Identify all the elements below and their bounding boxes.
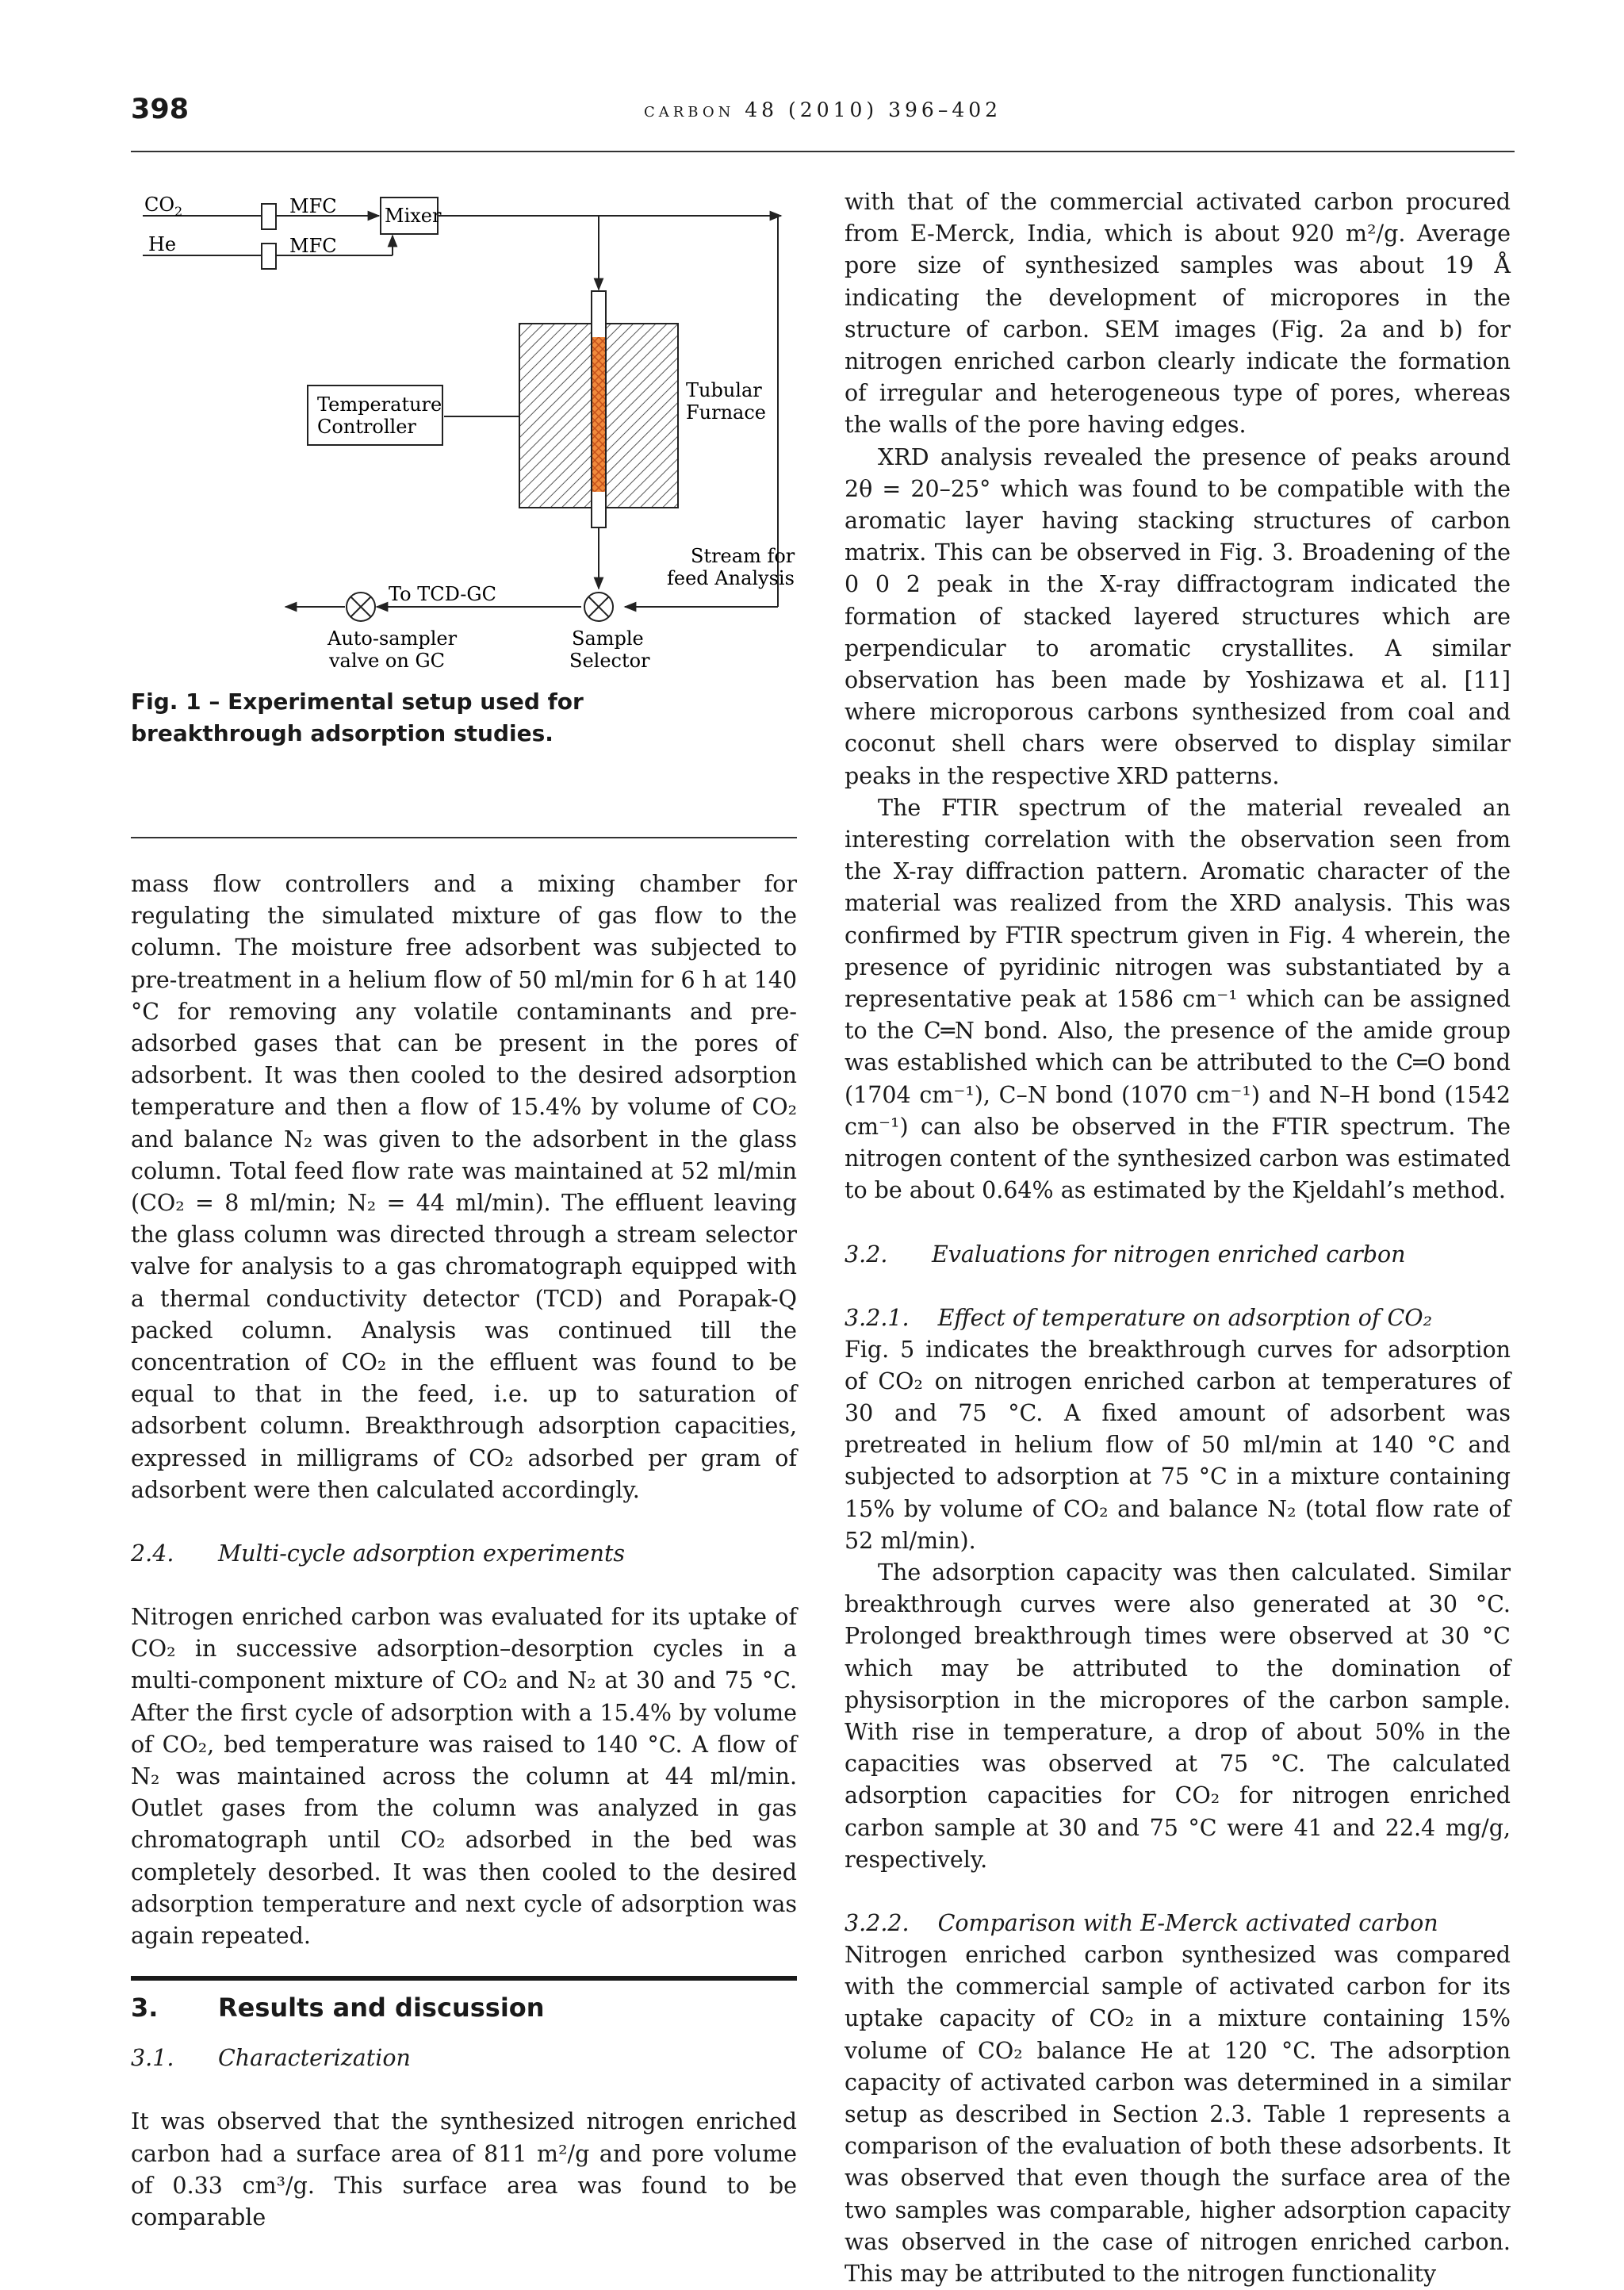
section-3-2-1-number: 3.2.1. <box>845 1304 910 1331</box>
figure-1 <box>131 186 797 838</box>
journal-running-head: carbon 48 (2010) 396–402 <box>643 98 1002 121</box>
selector-label-2: Selector <box>569 650 650 672</box>
he-label: He <box>148 233 177 255</box>
mfc-co2-box <box>262 204 276 229</box>
section-3-2-2-heading <box>845 1908 1511 1939</box>
section-3-1-number: 3.1. <box>131 2045 174 2072</box>
auto-sampler-valve <box>347 593 375 621</box>
to-tcd-label: To TCD-GC <box>389 583 496 605</box>
temperature-controller-label-2: Controller <box>317 416 416 438</box>
stream-label-1: Stream for <box>691 545 795 567</box>
mfc-co2-label: MFC <box>289 195 337 217</box>
section-3-2-1-title: Effect of temperature on adsorption of CO₂ <box>937 1304 1433 1331</box>
section-3-title: Results and discussion <box>218 1993 545 2023</box>
mixer-label: Mixer <box>385 205 442 227</box>
page-number: 398 <box>131 94 190 125</box>
right-paragraph-3: The FTIR spectrum of the material revealed an interesting correlation with the observation seen from the X-ray diffraction pattern. Aromatic character of the material was realized from the XRD analysis. This was confirmed by FTIR spectrum given in Fig. 4 wherein, the presence of pyridinic nitrogen was substantiated by a representative peak at 1586 cm⁻¹ which can be assigned to the C═N bond. Also, the presence of the amide group was established which can be attributed to the C═O bond (1704 cm⁻¹), C–N bond (1070 cm⁻¹) and N–H bond (1542 cm⁻¹) can also be observed in the FTIR spectrum. The nitrogen content of the synthesized carbon was estimated to be about 0.64% as estimated by the Kjeldahl’s method. <box>845 794 1511 1204</box>
experimental-setup-diagram <box>131 186 797 678</box>
left-paragraph-3: It was observed that the synthesized nitrogen enriched carbon had a surface area of 811 m²/g and pore volume of 0.33 cm³/g. This surface area was found to be comparable <box>131 2108 797 2231</box>
selector-label-1: Sample <box>572 627 644 650</box>
section-3-1-heading <box>131 2043 797 2074</box>
section-3-heading <box>131 1976 797 2023</box>
section-3-number: 3. <box>131 1993 159 2023</box>
section-3-1-title: Characterization <box>218 2045 411 2072</box>
right-column <box>845 186 1511 2290</box>
section-2-4-number: 2.4. <box>131 1540 174 1567</box>
furnace-label-2: Furnace <box>686 401 766 424</box>
left-column <box>131 186 797 2234</box>
mfc-he-box <box>262 244 276 269</box>
left-paragraph-1: mass flow controllers and a mixing chamber for regulating the simulated mixture of gas flow to the column. The moisture free adsorbent was subjected to pre-treatment in a helium flow of 50 ml/min for 6 h at 140 °C for removing any volatile contaminants and pre-adsorbed gases that can be present in the pores of adsorbent. It was then cooled to the desired adsorption temperature and then a flow of 15.4% by volume of CO₂ and balance N₂ was given to the adsorbent in the glass column. Total feed flow rate was maintained at 52 ml/min (CO₂ = 8 ml/min; N₂ = 44 ml/min). The effluent leaving the glass column was directed through a stream selector valve for analysis to a gas chromatograph equipped with a thermal conductivity detector (TCD) and Porapak-Q packed column. Analysis was continued till the concentration of CO₂ in the effluent was found to be equal to that in the feed, i.e. up to saturation of adsorbent column. Breakthrough adsorption capacities, expressed in milligrams of CO₂ adsorbed per gram of adsorbent were then calculated accordingly. <box>131 871 797 1503</box>
stream-label-2: feed Analysis <box>667 567 795 589</box>
right-paragraph-4: Fig. 5 indicates the breakthrough curves for adsorption of CO₂ on nitrogen enriched carbon at temperatures of 30 and 75 °C. A fixed amount of adsorbent was pretreated in helium flow of 50 ml/min at 140 °C and subjected to adsorption at 75 °C in a mixture containing 15% by volume of CO₂ and balance N₂ (total flow rate of 52 ml/min). <box>845 1336 1511 1554</box>
right-paragraph-2: XRD analysis revealed the presence of peaks around 2θ = 20–25° which was found to be compatible with the aromatic layer having stacking structures of carbon matrix. This can be observed in Fig. 3. Broadening of the 0 0 2 peak in the X-ray diffractogram indicated the formation of stacked layered structures which are perpendicular to aromatic crystallites. A similar observation has been made by Yoshizawa et al. [11] where microporous carbons synthesized from coal and coconut shell chars were observed to display similar peaks in the respective XRD patterns. <box>845 443 1511 789</box>
section-3-2-number: 3.2. <box>845 1241 888 1268</box>
page-header <box>131 87 1515 152</box>
mfc-he-label: MFC <box>289 235 337 257</box>
section-2-4-title: Multi-cycle adsorption experiments <box>218 1540 626 1567</box>
section-3-2-heading <box>845 1239 1511 1271</box>
temperature-controller-label-1: Temperature <box>317 393 442 416</box>
figure-1-caption: Fig. 1 – Experimental setup used for breakthrough adsorption studies. <box>131 689 584 746</box>
sample-selector-valve <box>584 593 613 621</box>
left-paragraph-2: Nitrogen enriched carbon was evaluated for its uptake of CO₂ in successive adsorption–desorption cycles in a multi-component mixture of CO₂ and N₂ at 30 and 75 °C. After the first cycle of adsorption with a 15.4% by volume of CO₂, bed temperature was raised to 140 °C. A flow of N₂ was maintained across the column at 44 ml/min. Outlet gases from the column was analyzed in gas chromatograph until CO₂ adsorbed in the bed was completely desorbed. It was then cooled to the desired adsorption temperature and next cycle of adsorption was again repeated. <box>131 1604 797 1950</box>
autosampler-label-2: valve on GC <box>329 650 446 672</box>
section-3-2-2-title: Comparison with E-Merck activated carbon <box>937 1909 1438 1936</box>
right-paragraph-5: The adsorption capacity was then calculated. Similar breakthrough curves were also generated at 30 °C. Prolonged breakthrough times were observed at 30 °C which may be attributed to the domination of physisorption in the micropores of the carbon sample. With rise in temperature, a drop of about 50% in the capacities was observed at 75 °C. The calculated adsorption capacities for CO₂ for nitrogen enriched carbon sample at 30 and 75 °C were 41 and 22.4 mg/g, respectively. <box>845 1559 1511 1873</box>
section-3-2-2-number: 3.2.2. <box>845 1909 910 1936</box>
section-3-2-1-heading <box>845 1302 1511 1334</box>
adsorbent-bed <box>592 337 605 492</box>
furnace-label-1: Tubular <box>686 379 762 401</box>
section-3-2-title: Evaluations for nitrogen enriched carbon <box>932 1241 1406 1268</box>
section-2-4-heading <box>131 1538 797 1570</box>
right-paragraph-6: Nitrogen enriched carbon synthesized was compared with the commercial sample of activated carbon for its uptake capacity of CO₂ in a mixture containing 15% volume of CO₂ balance He at 120 °C. The adsorption capacity of activated carbon was determined in a similar setup as described in Section 2.3. Table 1 represents a comparison of the evaluation of both these adsorbents. It was observed that even though the surface area of the two samples was comparable, higher adsorption capacity was observed in the case of nitrogen enriched carbon. This may be attributed to the nitrogen functionality <box>845 1941 1511 2287</box>
right-paragraph-1: with that of the commercial activated carbon procured from E-Merck, India, which is about 920 m²/g. Average pore size of synthesized samples was about 19 Å indicating the development of micropores in the structure of carbon. SEM images (Fig. 2a and b) for nitrogen enriched carbon clearly indicate the formation of irregular and heterogeneous type of pores, whereas the walls of the pore having edges. <box>845 189 1511 439</box>
co2-label: $CO_2$ <box>144 194 183 219</box>
autosampler-label-1: Auto-sampler <box>327 627 458 650</box>
